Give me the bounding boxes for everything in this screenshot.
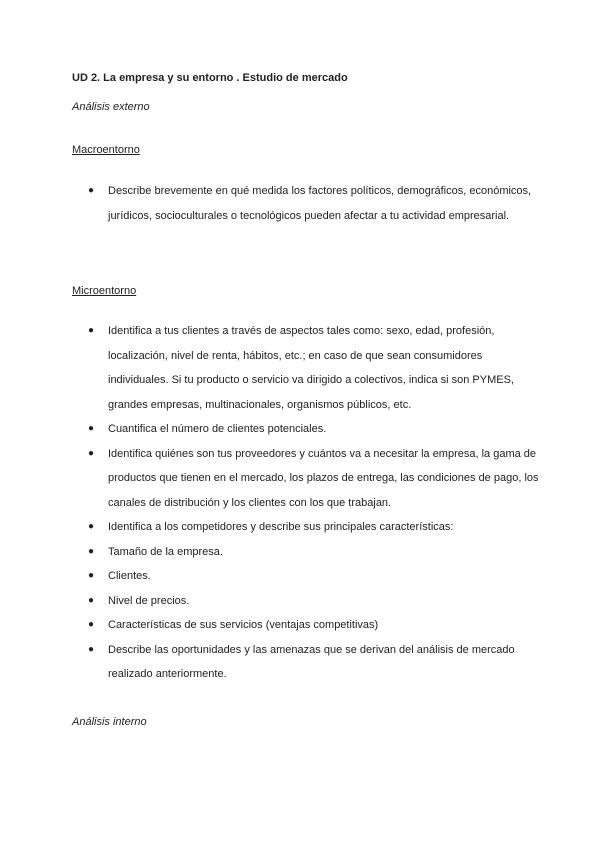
list-item [84,179,544,228]
list-item-text: Cuantifica el número de clientes potenciales. [108,423,327,435]
document-title: UD 2. La empresa y su entorno . Estudio de mercado [72,72,348,84]
bullet-icon: ● [88,545,95,557]
list-item-text: Identifica a tus clientes a través de aspectos tales como: sexo, edad, profesión, localización, nivel de renta, hábitos, etc.; en caso de que sean consumidores individuales. Si tu producto o servicio va dirigido a colectivos, indica si son PYMES, grandes empresas, multinacionales, organismos públicos, etc. [108,325,514,411]
list-item [84,638,544,687]
bullet-icon: ● [88,185,95,196]
list-item [84,589,544,614]
bullet-icon: ● [88,325,95,336]
list-item-text: Nivel de precios. [108,594,190,607]
list-item [84,613,544,638]
list-item-text: Identifica a los competidores y describe sus principales características: [108,521,454,533]
macroentorno-heading: Macroentorno [72,144,140,156]
list-item-text: Describe las oportunidades y las amenazas que se derivan del análisis de mercado realizado anteriormente. [108,643,515,680]
list-item [84,540,544,565]
list-item-text: Describe brevemente en qué medida los factores políticos, demográficos, económicos, jurídicos, socioculturales o tecnológicos pueden afectar a tu actividad empresarial. [108,185,532,222]
list-item [84,515,544,540]
bullet-icon: ● [88,619,95,630]
list-item [84,319,544,417]
list-item [84,442,544,516]
list-item-text: Identifica quiénes son tus proveedores y cuántos va a necesitar la empresa, la gama de productos que tienen en el mercado, los plazos de entrega, las condiciones de pago, los canales de distribución y los clientes con los que trabajan. [108,447,539,509]
bullet-icon: ● [88,521,95,532]
list-item-text: Características de sus servicios (ventajas competitivas) [108,619,379,631]
section-heading-internal: Análisis interno [72,716,147,728]
list-item [84,417,544,442]
section-heading-external: Análisis externo [72,101,150,113]
bullet-icon: ● [88,570,95,581]
microentorno-heading: Microentorno [72,285,137,297]
macroentorno-list [84,179,544,228]
microentorno-list [84,319,544,687]
bullet-icon: ● [88,447,95,459]
list-item [84,564,544,589]
bullet-icon: ● [88,594,95,606]
bullet-icon: ● [88,643,95,655]
list-item-text: Clientes. [108,570,151,582]
list-item-text: Tamaño de la empresa. [108,545,223,558]
bullet-icon: ● [88,423,95,434]
